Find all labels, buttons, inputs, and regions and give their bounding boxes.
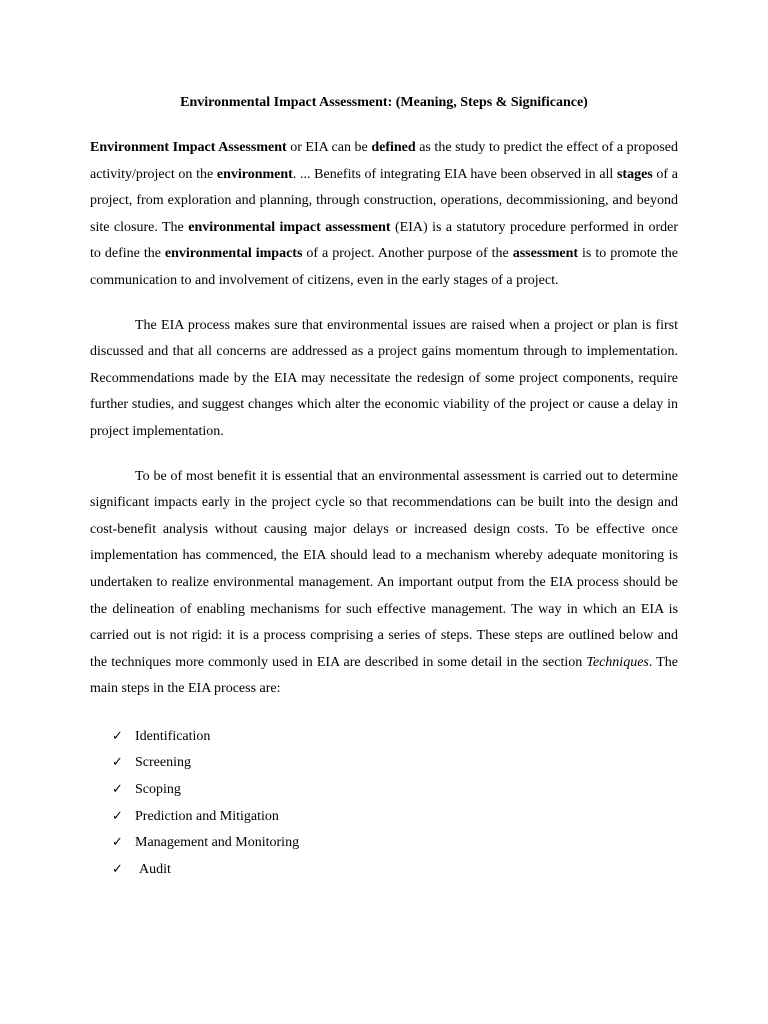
- bold-term: Environment Impact Assessment: [90, 140, 287, 155]
- paragraph-text: of a project, from exploration and planning, through construction, operations, decommissioning, and beyond site closure. The: [90, 166, 678, 235]
- list-item: [90, 830, 678, 857]
- step-label: Scoping: [135, 782, 181, 798]
- step-label: Management and Monitoring: [135, 835, 300, 851]
- process-paragraph: The EIA process makes sure that environmental issues are raised when a project or plan is first discussed and that all concerns are addressed as a project gains momentum through to implementation. Recommendations made by the EIA may necessitate the redesign of some project components, require further studies, and suggest changes which alter the economic viability of the project or cause a delay in project implementation.: [90, 317, 678, 439]
- techniques-reference: Techniques: [586, 654, 649, 670]
- paragraph-text: or EIA can be: [286, 140, 372, 155]
- list-item: [90, 724, 678, 751]
- checkmark-icon: ✓: [112, 808, 123, 824]
- checkmark-icon: ✓: [112, 861, 123, 877]
- list-item: [90, 750, 678, 777]
- bold-term: environmental impact assessment: [188, 219, 391, 235]
- benefit-paragraph: [90, 464, 678, 703]
- bold-term: defined: [371, 140, 416, 155]
- checkmark-icon: ✓: [112, 782, 123, 798]
- step-label: Identification: [135, 728, 211, 744]
- eia-steps-list: [90, 724, 678, 884]
- list-item: [90, 804, 678, 831]
- step-label: Audit: [139, 861, 171, 877]
- document-page: [90, 93, 678, 883]
- benefit-text-end: . The main steps in the EIA process are:: [90, 654, 678, 697]
- list-item: [90, 857, 678, 884]
- step-label: Prediction and Mitigation: [135, 808, 279, 824]
- paragraph-text: (EIA) is a statutory procedure performed in order to define the: [90, 219, 678, 262]
- paragraph-text: of a project. Another purpose of the: [302, 246, 513, 262]
- step-label: Screening: [135, 755, 191, 771]
- benefit-text: To be of most benefit it is essential that an environmental assessment is carried out to determine significant impacts early in the project cycle so that recommendations can be built into the design and cost-benefit analysis without causing major delays or increased design costs. To be effective once implementation has commenced, the EIA should lead to a mechanism whereby adequate monitoring is undertaken to realize environmental management. An important output from the EIA process should be the delineation of enabling mechanisms for such effective management. The way in which an EIA is carried out is not rigid: it is a process comprising a series of steps. These steps are outlined below and the techniques more commonly used in EIA are described in some detail in the section: [90, 468, 678, 670]
- paragraph-text: as the study to predict the effect of a proposed activity/project on the: [90, 140, 679, 182]
- checkmark-icon: ✓: [112, 835, 123, 851]
- bold-term: assessment: [512, 246, 579, 262]
- checkmark-icon: ✓: [112, 728, 123, 744]
- intro-paragraph: [90, 135, 678, 295]
- document-title: Environmental Impact Assessment: (Meaning, Steps & Significance): [180, 95, 588, 110]
- bold-term: stages: [616, 166, 653, 182]
- checkmark-icon: ✓: [112, 755, 123, 771]
- bold-term: environment: [216, 166, 293, 182]
- paragraph-text: is to promote the communication to and involvement of citizens, even in the early stages of a project.: [90, 246, 678, 288]
- bold-term: environmental impacts: [164, 246, 303, 262]
- list-item: [90, 777, 678, 804]
- paragraph-text: . ... Benefits of integrating EIA have been observed in all: [292, 166, 617, 182]
